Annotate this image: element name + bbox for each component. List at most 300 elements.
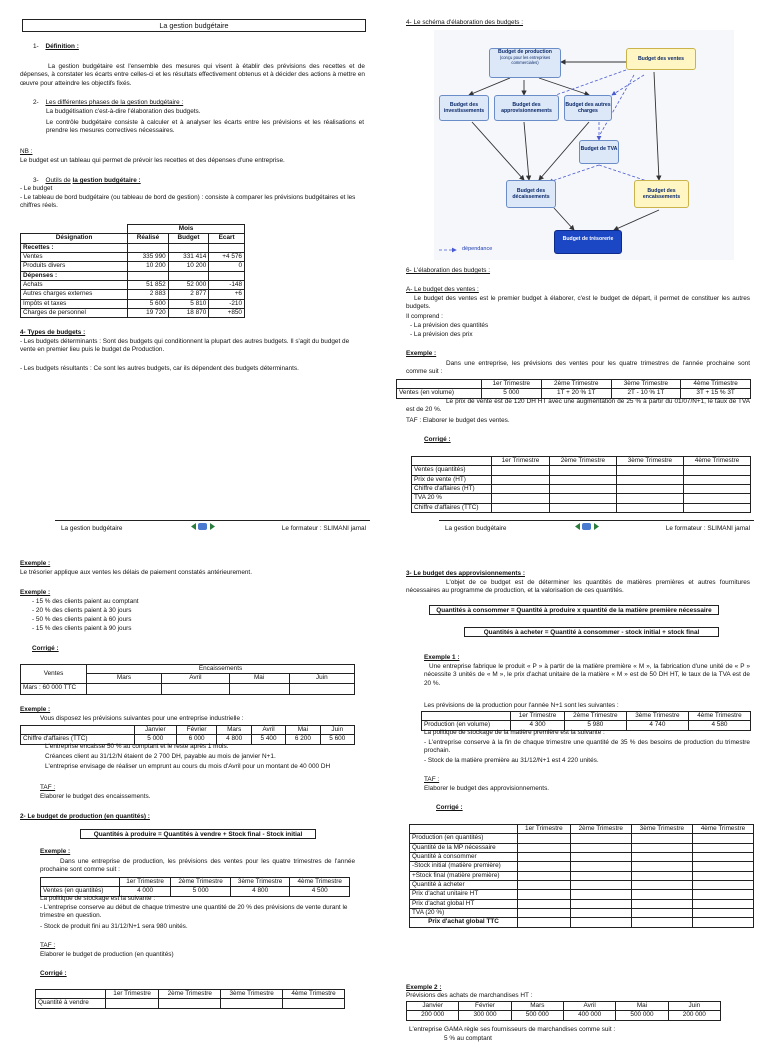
table-cell: 4 500 (290, 887, 350, 896)
example-heading: Exemple : (20, 589, 51, 596)
section-heading: 6- L'élaboration des budgets : (406, 267, 491, 274)
node-ventes: Budget des ventes (626, 48, 696, 70)
table-header: Encaissements (87, 665, 355, 674)
page-4 (384, 548, 768, 1042)
page-footer (439, 520, 754, 532)
table-cell: 4ème Trimestre (290, 878, 350, 887)
table-cell (692, 890, 753, 899)
table-cell: 500 000 (511, 1011, 563, 1020)
collection-table: Ventes Encaissements Mars Avril Mai Juin Mars : 60 000 TTC (20, 664, 355, 695)
table-cell: 3ème Trimestre (230, 878, 290, 887)
table-cell (518, 899, 571, 908)
table-row (410, 918, 754, 927)
correction-heading: Corrigé : (436, 804, 463, 811)
production-budget-table (35, 989, 345, 1009)
list-item: - Stock de la matière première au 31/12/N+1 est 4 220 unités. (424, 757, 599, 764)
table-row (412, 466, 751, 475)
table-cell (549, 484, 616, 493)
section-heading: 3- Le budget des approvisionnements : (406, 570, 525, 577)
table-cell (518, 852, 571, 861)
node-approvisionnements: Budget des approvisionnements (494, 95, 559, 121)
table-cell: Janvier (134, 726, 176, 735)
table-cell (518, 834, 571, 843)
correction-heading: Corrigé : (32, 645, 59, 652)
list-item: - La prévision des quantités (410, 322, 489, 329)
table-cell (570, 862, 631, 871)
section-heading: Définition : (45, 43, 79, 50)
table-cell (570, 899, 631, 908)
list-item: - L'entreprise conserve au début de chaque trimestre une quantité de 20 % des prévisions de vente durant le trimestre en question. (40, 904, 348, 920)
table-row (412, 484, 751, 493)
table-header: Désignation (21, 234, 128, 243)
table-cell: Achats (21, 280, 128, 289)
table-cell (492, 466, 550, 475)
footer-left: La gestion budgétaire (445, 525, 507, 532)
table-cell: 18 870 (168, 308, 209, 317)
table-cell: 200 000 (407, 1011, 459, 1020)
table-cell: Dépenses : (21, 271, 128, 280)
table-cell: 2ème Trimestre (171, 878, 231, 887)
sales-forecast-table (396, 379, 751, 399)
taf-heading: TAF : (40, 784, 56, 791)
definition-text: La gestion budgétaire est l'ensemble des mesures qui visent à établir des prévisions des recettes et de dépenses, à constater les écarts entre celles-ci et les résultats effectivement obtenus et à décider des actions à mettre en œuvre pour atteindre les objectifs fixés. (20, 63, 365, 87)
table-cell (549, 503, 616, 512)
table-row (410, 852, 754, 861)
footer-left: La gestion budgétaire (61, 525, 123, 532)
section-heading: 4- Le schéma d'élaboration des budgets : (406, 19, 524, 26)
table-cell (518, 880, 571, 889)
list-item: - 15 % des clients paient à 90 jours (32, 625, 132, 632)
table-cell: 1er Trimestre (105, 990, 158, 999)
taf-text: TAF : Elaborer le budget des ventes. (406, 417, 510, 424)
section-heading: Les différentes phases de la gestion budgétaire : (45, 99, 184, 106)
table-cell (492, 494, 550, 503)
table-cell: 4 740 (626, 721, 688, 730)
example-heading: Exemple : (20, 706, 51, 713)
table-cell: Chiffre d'affaires (HT) (412, 484, 492, 493)
section-number: 2- (33, 99, 39, 106)
footer-right: Le formateur : SLIMANI jamal (665, 525, 750, 532)
table-cell: 3ème Trimestre (626, 712, 688, 721)
table-cell: Ventes (21, 665, 87, 684)
table-row (410, 834, 754, 843)
table-cell: Juin (320, 726, 354, 735)
table-cell: 5 980 (564, 721, 626, 730)
table-cell: Impôts et taxes (21, 299, 128, 308)
table-cell (549, 494, 616, 503)
table-row (410, 843, 754, 852)
example-text: Dans une entreprise, les prévisions des ventes pour les quatre trimestres de l'année prochaine sont comme suit : (406, 360, 750, 376)
taf-text: Elaborer le budget de production (en quantités) (40, 951, 174, 958)
logo-icon (574, 522, 600, 531)
node-tva: Budget de TVA (579, 140, 619, 164)
list-item: - 15 % des clients paient au comptant (32, 598, 139, 605)
example-heading: Exemple 1 : (424, 654, 460, 661)
table-row (21, 299, 245, 308)
table-cell: 4ème Trimestre (681, 380, 751, 389)
table-cell: -148 (209, 280, 245, 289)
table-cell (570, 908, 631, 917)
table-cell: 52 000 (168, 280, 209, 289)
table-cell: Avril (563, 1002, 615, 1011)
table-cell: 4 580 (688, 721, 750, 730)
table-cell (631, 890, 692, 899)
table-cell: 51 852 (128, 280, 169, 289)
table-cell (36, 990, 106, 999)
table-cell (631, 843, 692, 852)
table-cell: Quantité à vendre (36, 999, 106, 1008)
node-encaissements: Budget des encaissements (634, 180, 689, 208)
table-cell: Produits divers (21, 262, 128, 271)
budget-type-text: - Les budgets déterminants : Sont des budgets qui conditionnent la plupart des autres budgets. Il s'agit du budget de vente en premier lieu puis le budget de Production. (20, 338, 350, 354)
table-cell: Charges de personnel (21, 308, 128, 317)
table-cell: 5 000 (171, 887, 231, 896)
budget-type-text: - Les budgets résultants : Ce sont les autres budgets, car ils dépendent des budgets déterminants. (20, 365, 299, 372)
table-cell: 400 000 (563, 1011, 615, 1020)
table-cell: 3ème Trimestre (611, 380, 681, 389)
table-cell (683, 494, 750, 503)
table-cell (128, 271, 169, 280)
table-cell: Quantité à acheter (410, 880, 518, 889)
table-cell: 2 883 (128, 290, 169, 299)
table-row (21, 262, 245, 271)
table-cell: Chiffre d'affaires (TTC) (412, 503, 492, 512)
table-cell (412, 457, 492, 466)
table-cell (692, 918, 753, 927)
list-item: - 50 % des clients paient à 60 jours (32, 616, 132, 623)
table-cell (631, 908, 692, 917)
correction-heading: Corrigé : (40, 970, 67, 977)
table-cell: +Stock final (matière première) (410, 871, 518, 880)
table-cell (631, 862, 692, 871)
table-cell: 2ème Trimestre (564, 712, 626, 721)
table-cell: 4ème Trimestre (688, 712, 750, 721)
table-cell: 1er Trimestre (511, 712, 565, 721)
table-cell: Recettes : (21, 243, 128, 252)
table-cell (692, 852, 753, 861)
page-1 (0, 0, 384, 545)
text: Créances client au 31/12/N étaient de 2 700 DH, payable au mois de janvier N+1. (45, 753, 276, 760)
table-cell: Chiffre d'affaires (TTC) (21, 735, 135, 744)
node-decaissements: Budget des décaissements (506, 180, 556, 208)
taf-text: Elaborer le budget des encaissements. (40, 793, 151, 800)
table-cell: Mai (616, 1002, 668, 1011)
text: Il comprend : (406, 313, 443, 320)
table-cell: 6 200 (286, 735, 320, 744)
table-cell (518, 908, 571, 917)
correction-heading: Corrigé : (424, 436, 451, 443)
table-cell: 5 000 (481, 389, 541, 398)
table-row (21, 271, 245, 280)
table-cell: 4 000 (119, 887, 170, 896)
table-cell: Autres charges externes (21, 290, 128, 299)
table-cell (631, 899, 692, 908)
table-cell (397, 380, 482, 389)
table-cell: 2ème Trimestre (549, 457, 616, 466)
sales-budget-table (411, 456, 751, 513)
table-cell: 335 990 (128, 252, 169, 261)
list-item: - La prévision des prix (410, 331, 473, 338)
table-cell: 5 400 (251, 735, 285, 744)
section-heading: Outils de (45, 177, 71, 184)
table-cell: TVA (20 %) (410, 908, 518, 917)
table-cell (518, 918, 571, 927)
table-row (21, 290, 245, 299)
table-row (21, 280, 245, 289)
list-item: - L'entreprise conserve à la fin de chaque trimestre une quantité de 35 % des besoins de production du trimestre prochain. (424, 739, 750, 755)
table-cell: 4ème Trimestre (283, 990, 345, 999)
table-cell: Ventes (quantités) (412, 466, 492, 475)
table-cell (631, 880, 692, 889)
table-row (21, 243, 245, 252)
table-row (410, 880, 754, 889)
section-number: 3- (33, 177, 39, 184)
table-cell (616, 484, 683, 493)
text: La politique de stockage est la suivante : (40, 895, 156, 902)
table-row (21, 308, 245, 317)
table-cell (209, 271, 245, 280)
table-cell: 10 200 (168, 262, 209, 271)
section-heading: 2- Le budget de production (en quantités) : (20, 813, 150, 820)
price-text: Le prix de vente est de 120 DH HT avec une augmentation de 25 % à partir du 01/07/N+1, le taux de TVA est de 20 %. (406, 398, 750, 414)
page-3 (0, 548, 384, 1024)
table-cell: 331 414 (168, 252, 209, 261)
table-cell: 4ème Trimestre (692, 825, 753, 834)
table-cell (168, 243, 209, 252)
table-cell (631, 834, 692, 843)
table-row (410, 890, 754, 899)
phase-text: La budgétisation c'est-à-dire l'élaboration des budgets. (46, 108, 201, 115)
text: L'entreprise envisage de réaliser un emprunt au cours du mois d'Avril pour un montant de 40 000 DH (45, 763, 331, 770)
page-title: La gestion budgétaire (22, 19, 366, 32)
table-header: Ecart (209, 234, 245, 243)
table-cell: Mai (286, 726, 320, 735)
example-text: Une entreprise fabrique le produit « P » à partir de la matière première « M », la fabrication d'une unité de « P » nécessite 3 unités de « M », le prix d'achat unitaire de la matière « M » est de 50 DH HT, le taux de la TVA est de 20 %. (424, 663, 750, 687)
section-number: 1- (33, 43, 39, 50)
table-cell: Quantité de la MP nécessaire (410, 843, 518, 852)
table-cell (518, 862, 571, 871)
table-cell: 10 200 (128, 262, 169, 271)
table-cell (570, 834, 631, 843)
table-cell: 1T + 20 % 1T (541, 389, 611, 398)
section-heading: la gestion budgétaire : (72, 177, 141, 184)
table-cell: 2T - 10 % 1T (611, 389, 681, 398)
table-cell: +6 (209, 290, 245, 299)
table-cell (492, 503, 550, 512)
table-cell: +850 (209, 308, 245, 317)
table-cell (209, 243, 245, 252)
table-cell (570, 918, 631, 927)
list-item: - Stock de produit fini au 31/12/N+1 sera 980 unités. (40, 923, 188, 930)
table-cell: +4 576 (209, 252, 245, 261)
table-cell: 19 720 (128, 308, 169, 317)
table-cell: 1er Trimestre (518, 825, 571, 834)
section-heading: A- Le budget des ventes : (406, 286, 479, 293)
node-production: Budget de production (conçu pour les entreprises commerciales) (489, 48, 561, 78)
table-cell (631, 852, 692, 861)
sales-quantity-table (40, 877, 350, 897)
table-cell (692, 908, 753, 917)
list-item: - 20 % des clients paient à 30 jours (32, 607, 132, 614)
table-cell: Février (459, 1002, 511, 1011)
table-cell (683, 475, 750, 484)
table-cell (410, 825, 518, 834)
table-cell (41, 878, 120, 887)
table-cell: 5 600 (320, 735, 354, 744)
table-cell (570, 852, 631, 861)
table-cell: TVA 20 % (412, 494, 492, 503)
consumption-formula: Quantités à consommer = Quantité à produire x quantité de la matière première nécessaire (429, 605, 719, 615)
table-cell: 2 877 (168, 290, 209, 299)
table-cell (549, 466, 616, 475)
table-cell: 5 600 (128, 299, 169, 308)
table-cell (492, 484, 550, 493)
taf-heading: TAF : (424, 776, 440, 783)
table-cell: Prix d'achat global TTC (410, 918, 518, 927)
table-cell: 2ème Trimestre (570, 825, 631, 834)
table-cell: Juin (668, 1002, 720, 1011)
nb-heading: NB : (20, 148, 33, 155)
table-cell (518, 843, 571, 852)
example-heading: Exemple 2 : (406, 984, 442, 991)
table-cell: Mars (217, 726, 251, 735)
table-cell: Production (en quantités) (410, 834, 518, 843)
table-cell: 2ème Trimestre (541, 380, 611, 389)
table-row (21, 252, 245, 261)
example-text: Dans une entreprise de production, les prévisions des ventes pour les quatre trimestres de l'année prochaine sont comme suit : (40, 858, 355, 874)
text: Les prévisions de la production pour l'année N+1 sont les suivantes : (424, 702, 619, 709)
table-cell (631, 918, 692, 927)
table-cell (692, 862, 753, 871)
table-cell (616, 466, 683, 475)
table-cell: Prix de vente (HT) (412, 475, 492, 484)
table-cell (518, 871, 571, 880)
budget-diagram (434, 30, 734, 260)
table-row (410, 899, 754, 908)
taf-text: Elaborer le budget des approvisionnements. (424, 785, 550, 792)
table-cell: Mars (511, 1002, 563, 1011)
table-cell (168, 271, 209, 280)
production-formula: Quantités à produire = Quantités à vendre + Stock final - Stock initial (80, 829, 316, 839)
table-cell: 3ème Trimestre (616, 457, 683, 466)
node-tresorerie: Budget de trésorerie (554, 230, 622, 254)
table-row (410, 908, 754, 917)
example-text: Le trésorier applique aux ventes les délais de paiement constatés antérieurement. (20, 569, 252, 576)
table-row (410, 862, 754, 871)
table-cell: 1er Trimestre (481, 380, 541, 389)
tool-item: - Le tableau de bord budgétaire (ou tableau de bord de gestion) : consiste à comparer les prévisions budgétaires et les chiffres réels. (20, 194, 356, 210)
legend-label: dépendance (462, 246, 493, 252)
table-cell (692, 871, 753, 880)
table-cell (631, 871, 692, 880)
table-row (412, 494, 751, 503)
table-cell: 6 000 (176, 735, 217, 744)
table-cell (549, 475, 616, 484)
section-heading: 4- Types de budgets : (20, 329, 86, 336)
node-investissements: Budget des investissements (439, 95, 489, 121)
footer-right: Le formateur : SLIMANI jamal (281, 525, 366, 532)
table-row (412, 475, 751, 484)
table-cell: Ventes (en volume) (397, 389, 482, 398)
table-cell: 4 300 (511, 721, 565, 730)
table-cell: Quantité à consommer (410, 852, 518, 861)
example-heading: Exemple : (406, 350, 437, 357)
table-cell: 5 810 (168, 299, 209, 308)
table-cell (492, 475, 550, 484)
table-header: Réalisé (128, 234, 169, 243)
table-cell (616, 494, 683, 503)
table-cell: 3ème Trimestre (631, 825, 692, 834)
purchase-formula: Quantités à acheter = Quantité à consommer - stock initial + stock final (464, 627, 719, 637)
table-cell: 1er Trimestre (119, 878, 170, 887)
nb-text: Le budget est un tableau qui permet de prévoir les recettes et des dépenses d'une entreprise. (20, 157, 285, 164)
text: La politique de stockage de la matière première est la suivante : (424, 729, 605, 736)
table-cell: 4ème Trimestre (683, 457, 750, 466)
dashboard-table (20, 224, 245, 318)
table-cell: 0 (209, 262, 245, 271)
table-cell: 1er Trimestre (492, 457, 550, 466)
purchase-forecast-table (406, 1001, 721, 1021)
list-item: 5 % au comptant (444, 1035, 492, 1042)
example-heading: Exemple : (40, 848, 71, 855)
table-cell: 5 000 (134, 735, 176, 744)
table-cell (616, 475, 683, 484)
table-cell (570, 880, 631, 889)
table-cell (616, 503, 683, 512)
table-header: Budget (168, 234, 209, 243)
table-cell: 4 800 (230, 887, 290, 896)
taf-heading: TAF : (40, 942, 56, 949)
table-cell (692, 880, 753, 889)
table-cell (683, 503, 750, 512)
table-cell (570, 890, 631, 899)
table-cell: 4 800 (217, 735, 251, 744)
example-text: Vous disposez les prévisions suivantes pour une entreprise industrielle : (40, 715, 244, 722)
table-cell: Ventes (21, 252, 128, 261)
table-cell (518, 890, 571, 899)
table-row (410, 871, 754, 880)
table-cell: 2ème Trimestre (159, 990, 221, 999)
table-cell: -210 (209, 299, 245, 308)
node-autres-charges: Budget des autres charges (564, 95, 612, 121)
table-cell (128, 243, 169, 252)
table-cell (692, 899, 753, 908)
table-cell: 3ème Trimestre (221, 990, 283, 999)
table-cell (422, 712, 511, 721)
page-2 (384, 0, 768, 545)
table-cell: 3T + 15 % 3T (681, 389, 751, 398)
example-text: Prévisions des achats de marchandises HT : (406, 992, 533, 999)
table-header: Mois (128, 225, 245, 234)
table-cell (692, 834, 753, 843)
table-cell: Janvier (407, 1002, 459, 1011)
table-cell: 500 000 (616, 1011, 668, 1020)
text: L'entreprise encaisse 50 % au comptant et le reste après 1 mois. (45, 743, 229, 750)
table-cell (683, 484, 750, 493)
revenue-table (20, 725, 355, 745)
example-heading: Exemple : (20, 560, 51, 567)
table-cell (570, 843, 631, 852)
production-forecast-table (421, 711, 751, 731)
supply-budget-text: L'objet de ce budget est de déterminer les quantités de matières premières et autres fournitures nécessaires au programme de production, et la valorisation de ces quantités. (406, 579, 750, 595)
table-cell: 200 000 (668, 1011, 720, 1020)
text: L'entreprise GAMA règle ses fournisseurs de marchandises comme suit : (409, 1026, 616, 1033)
phase-text: Le contrôle budgétaire consiste à calculer et à analyser les écarts entre les prévisions et les réalisations et prendre les mesures correctives nécessaires. (46, 119, 364, 135)
logo-icon (190, 522, 216, 531)
table-cell (692, 843, 753, 852)
table-cell: -Stock initial (matière première) (410, 862, 518, 871)
table-cell (21, 726, 135, 735)
